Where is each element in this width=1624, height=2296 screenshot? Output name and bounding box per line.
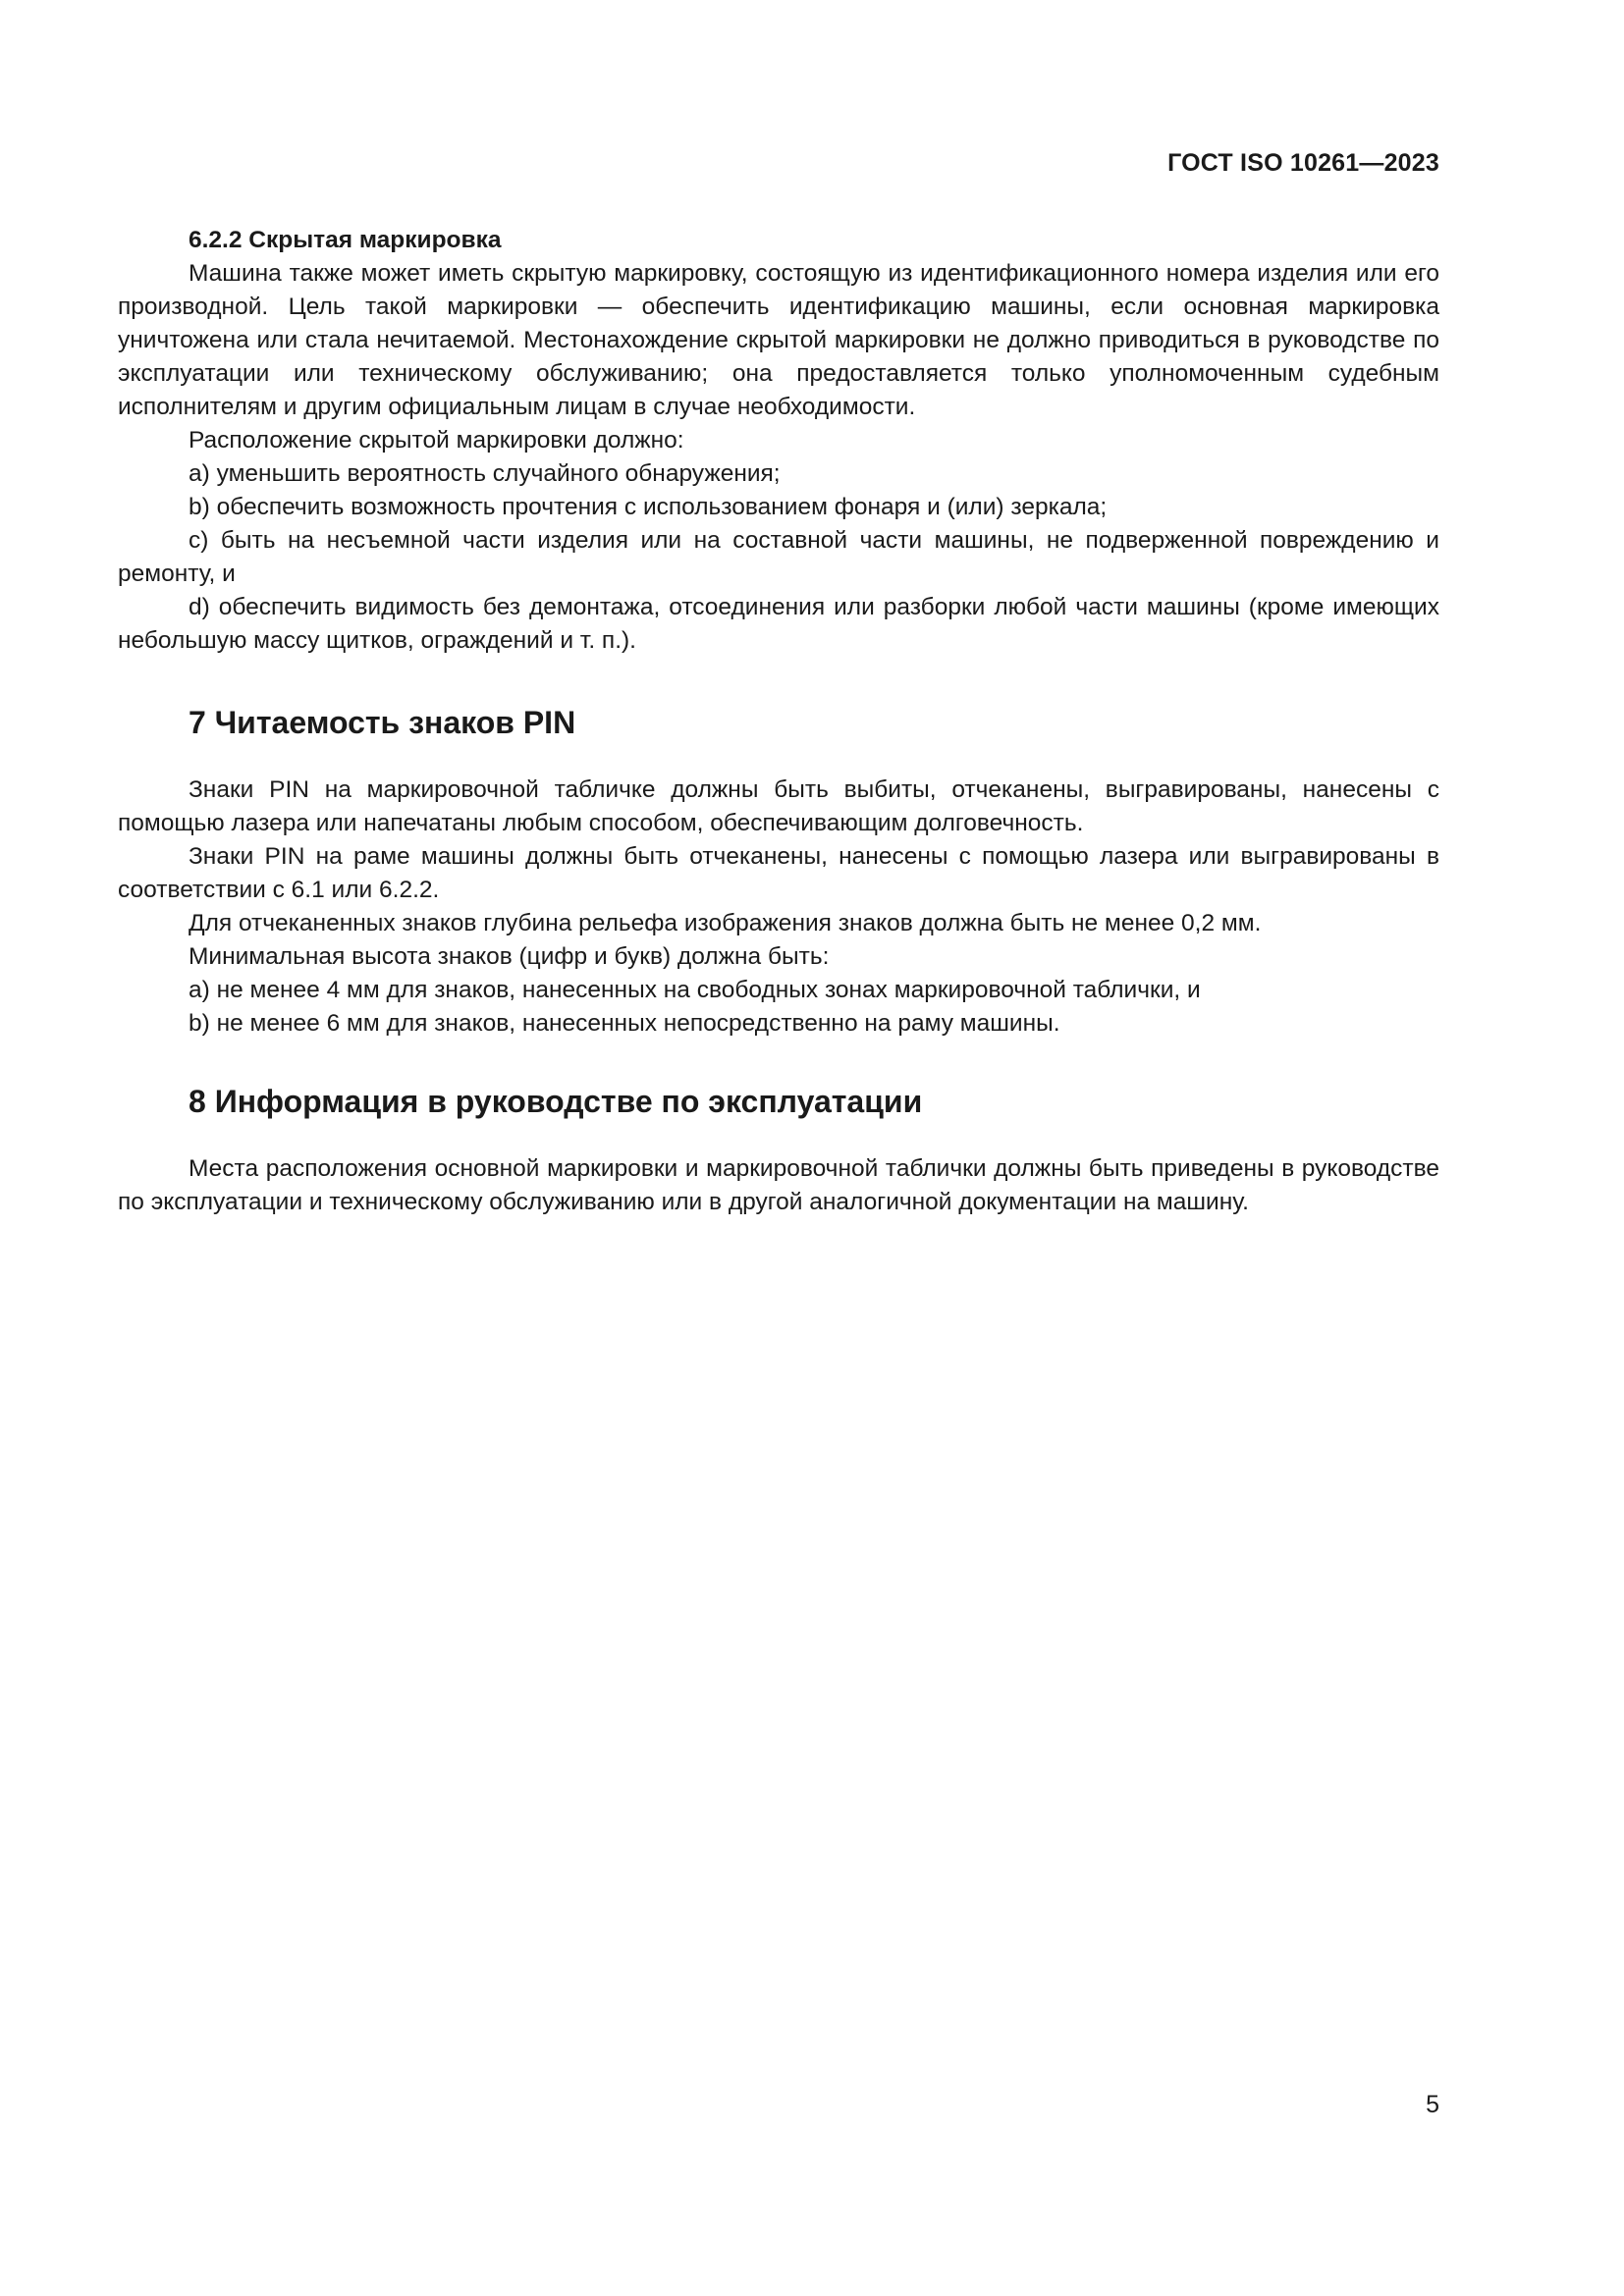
paragraph: Знаки PIN на раме машины должны быть отчеканены, нанесены с помощью лазера или выгравированы в соответствии с 6.1 или 6.2.2.: [118, 843, 1439, 903]
document-code: ГОСТ ISO 10261—2023: [1167, 149, 1439, 177]
subsection-title-6-2-2: 6.2.2 Скрытая маркировка: [189, 227, 502, 253]
list-item: d) обеспечить видимость без демонтажа, отсоединения или разборки любой части машины (кроме имеющих небольшую массу щитков, ограждений и т. п.).: [118, 594, 1439, 654]
paragraph: Знаки PIN на маркировочной табличке должны быть выбиты, отчеканены, выгравированы, нанесены с помощью лазера или напечатаны любым способом, обеспечивающим долговечность.: [118, 776, 1439, 836]
paragraph: Места расположения основной маркировки и маркировочной таблички должны быть приведены в руководстве по эксплуатации и техническому обслуживанию или в другой аналогичной документации на машину.: [118, 1155, 1439, 1215]
page-content: [118, 224, 1439, 1219]
paragraph: Минимальная высота знаков (цифр и букв) должна быть:: [189, 943, 830, 970]
paragraph: Машина также может иметь скрытую маркировку, состоящую из идентификационного номера изделия или его производной. Цель такой маркировки — обеспечить идентификацию машины, если основная маркировка уничтожена или стала нечитаемой. Местонахождение скрытой маркировки не должно приводиться в руководстве по эксплуатации или техническому обслуживанию; она предоставляется только уполномоченным судебным исполнителям и другим официальным лицам в случае необходимости.: [118, 260, 1439, 420]
list-item: b) не менее 6 мм для знаков, нанесенных непосредственно на раму машины.: [189, 1010, 1060, 1037]
list-item: a) уменьшить вероятность случайного обнаружения;: [189, 460, 781, 487]
list-item: b) обеспечить возможность прочтения с использованием фонаря и (или) зеркала;: [189, 494, 1108, 520]
list-item: c) быть на несъемной части изделия или на составной части машины, не подверженной повреждению и ремонту, и: [118, 527, 1439, 587]
list-item: a) не менее 4 мм для знаков, нанесенных на свободных зонах маркировочной таблички, и: [189, 977, 1201, 1003]
page-number: 5: [1426, 2091, 1439, 2118]
paragraph: Расположение скрытой маркировки должно:: [189, 427, 684, 454]
paragraph: Для отчеканенных знаков глубина рельефа изображения знаков должна быть не менее 0,2 мм.: [189, 910, 1262, 936]
section-title-7: 7 Читаемость знаков PIN: [189, 705, 576, 740]
section-title-8: 8 Информация в руководстве по эксплуатации: [189, 1084, 923, 1119]
